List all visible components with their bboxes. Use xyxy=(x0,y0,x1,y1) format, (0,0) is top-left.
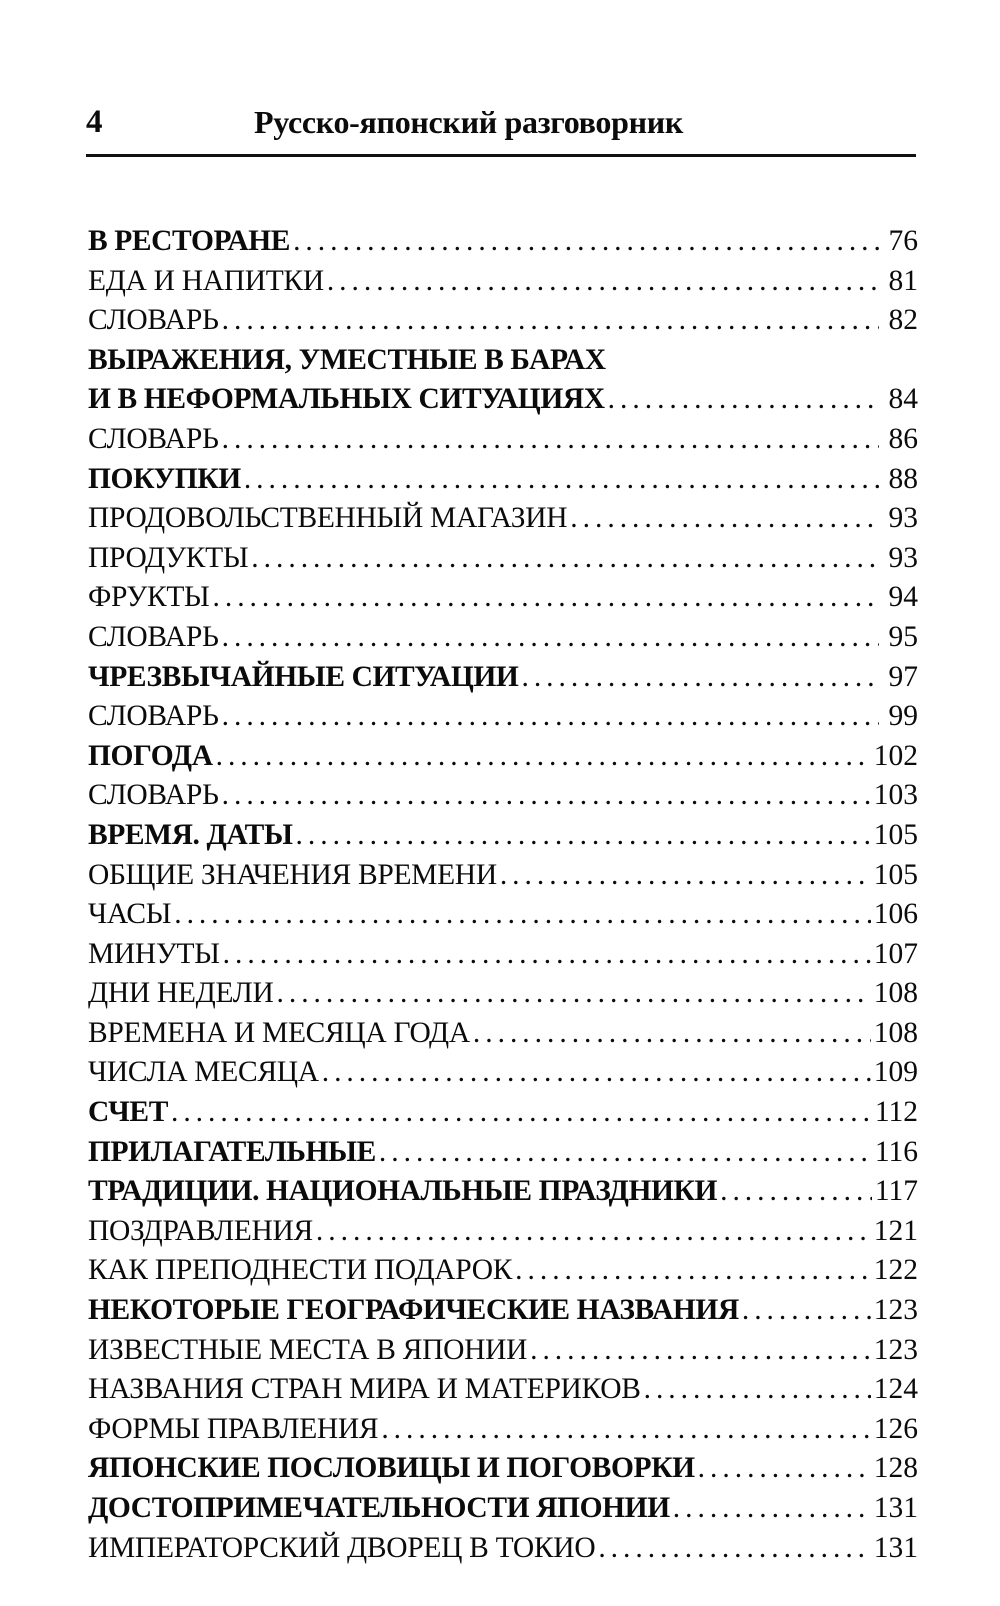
dot-leader xyxy=(570,499,879,539)
toc-entry-page: 122 xyxy=(873,1254,918,1287)
toc-entry-page: 124 xyxy=(873,1373,918,1406)
toc-entry-page: 86 xyxy=(888,422,918,455)
dot-leader xyxy=(644,1370,871,1410)
toc-entry xyxy=(88,737,918,777)
dot-leader xyxy=(720,1172,872,1212)
toc-entry xyxy=(88,1331,918,1371)
toc-entry-title: МИНУТЫ xyxy=(88,937,220,970)
toc-entry-page: 108 xyxy=(873,1016,918,1049)
toc-entry xyxy=(88,1014,918,1054)
dot-leader xyxy=(222,697,879,737)
dot-leader xyxy=(473,1014,871,1054)
toc-entry-title: ПРОДОВОЛЬСТВЕННЫЙ МАГАЗИН xyxy=(88,502,568,535)
toc-entry xyxy=(88,1291,918,1331)
toc-entry-title: НАЗВАНИЯ СТРАН МИРА И МАТЕРИКОВ xyxy=(88,1373,641,1406)
dot-leader xyxy=(223,935,871,975)
toc-entry-title: И В НЕФОРМАЛЬНЫХ СИТУАЦИЯХ xyxy=(88,383,605,416)
toc-entry-page: 106 xyxy=(873,898,918,931)
toc-entry-page: 82 xyxy=(888,304,918,337)
dot-leader xyxy=(171,1093,872,1133)
toc-entry xyxy=(88,380,918,420)
toc-entry xyxy=(88,1449,918,1489)
toc-entry xyxy=(88,1053,918,1093)
toc-entry-page: 121 xyxy=(873,1214,918,1247)
toc-entry-page: 103 xyxy=(873,779,918,812)
toc-entry xyxy=(88,301,918,341)
toc-entry-title: СЛОВАРЬ xyxy=(88,700,219,733)
dot-leader xyxy=(698,1449,871,1489)
toc-entry-page: 131 xyxy=(873,1492,918,1524)
toc-entry-page: 107 xyxy=(873,937,918,970)
toc-entry xyxy=(88,262,918,302)
dot-leader xyxy=(316,1212,871,1252)
dot-leader xyxy=(244,460,879,500)
toc-entry-title: ИЗВЕСТНЫЕ МЕСТА В ЯПОНИИ xyxy=(88,1333,528,1366)
toc-entry xyxy=(88,776,918,816)
toc-entry xyxy=(88,697,918,737)
dot-leader xyxy=(598,1529,870,1569)
toc-entry-title: СЛОВАРЬ xyxy=(88,422,219,455)
toc-entry-page: 81 xyxy=(888,264,918,297)
toc-entry-title: ПОКУПКИ xyxy=(88,462,241,495)
toc-entry xyxy=(88,895,918,935)
toc-entry xyxy=(88,816,918,856)
toc-entry-page: 97 xyxy=(888,660,918,693)
toc-entry-title: ПОЗДРАВЛЕНИЯ xyxy=(88,1214,313,1247)
dot-leader xyxy=(296,816,871,856)
toc-entry-page: 131 xyxy=(873,1531,918,1564)
dot-leader xyxy=(515,1251,871,1291)
toc-entry-page: 123 xyxy=(873,1294,918,1327)
toc-entry-title: СЛОВАРЬ xyxy=(88,304,219,337)
dot-leader xyxy=(222,618,879,658)
toc-entry-title: ВРЕМЕНА И МЕСЯЦА ГОДА xyxy=(88,1016,470,1049)
toc-entry-title: ПРИЛАГАТЕЛЬНЫЕ xyxy=(88,1135,376,1168)
toc-entry-page: 112 xyxy=(874,1096,918,1129)
toc-entry-page: 123 xyxy=(873,1333,918,1366)
toc-entry-title: ЕДА И НАПИТКИ xyxy=(88,264,324,297)
toc-entry-page: 126 xyxy=(873,1412,918,1445)
toc-entry-page: 76 xyxy=(888,225,918,257)
toc-entry-page: 108 xyxy=(873,977,918,1010)
toc-entry xyxy=(88,222,918,262)
toc-entry xyxy=(88,618,918,658)
toc-entry-title: СЛОВАРЬ xyxy=(88,779,219,812)
toc-entry xyxy=(88,1251,918,1291)
running-title: Русско-японский разговорник xyxy=(254,104,684,140)
toc-entry xyxy=(88,460,918,500)
toc-entry-title: СЧЕТ xyxy=(88,1096,168,1129)
dot-leader xyxy=(381,1410,870,1450)
page-number: 4 xyxy=(86,104,103,140)
toc-entry xyxy=(88,341,918,381)
toc-entry xyxy=(88,1529,918,1569)
toc-entry-title: ВРЕМЯ. ДАТЫ xyxy=(88,818,293,851)
page-header xyxy=(86,98,916,157)
toc-entry-title: ЧРЕЗВЫЧАЙНЫЕ СИТУАЦИИ xyxy=(88,660,519,693)
toc-entry xyxy=(88,1093,918,1133)
dot-leader xyxy=(742,1291,871,1331)
toc-entry-page: 93 xyxy=(888,541,918,574)
toc-entry-page: 94 xyxy=(888,581,918,614)
dot-leader xyxy=(174,895,871,935)
dot-leader xyxy=(216,737,871,777)
toc-entry xyxy=(88,420,918,460)
toc-entry-page: 99 xyxy=(888,700,918,733)
toc-entry xyxy=(88,974,918,1014)
toc-entry xyxy=(88,658,918,698)
table-of-contents xyxy=(88,222,918,1568)
dot-leader xyxy=(500,856,871,896)
toc-entry-page: 109 xyxy=(873,1056,918,1089)
toc-entry-title: ВЫРАЖЕНИЯ, УМЕСТНЫЕ В БАРАХ xyxy=(88,343,606,376)
dot-leader xyxy=(222,776,871,816)
toc-entry-title: ЯПОНСКИЕ ПОСЛОВИЦЫ И ПОГОВОРКИ xyxy=(88,1452,695,1485)
toc-entry-page: 93 xyxy=(888,502,918,535)
toc-entry-page: 88 xyxy=(888,462,918,495)
toc-entry xyxy=(88,1172,918,1212)
toc-entry xyxy=(88,578,918,618)
toc-entry-page: 128 xyxy=(873,1452,918,1485)
toc-entry xyxy=(88,1370,918,1410)
dot-leader xyxy=(322,1053,871,1093)
toc-entry-title: ЧИСЛА МЕСЯЦА xyxy=(88,1056,319,1089)
dot-leader xyxy=(673,1489,871,1529)
toc-entry xyxy=(88,1410,918,1450)
toc-entry-title: КАК ПРЕПОДНЕСТИ ПОДАРОК xyxy=(88,1254,513,1287)
dot-leader xyxy=(327,262,879,302)
toc-entry-title: ФРУКТЫ xyxy=(88,581,210,614)
dot-leader xyxy=(521,658,879,698)
dot-leader xyxy=(213,578,880,618)
toc-entry-title: ФОРМЫ ПРАВЛЕНИЯ xyxy=(88,1412,379,1445)
dot-leader xyxy=(222,420,879,460)
toc-entry xyxy=(88,499,918,539)
toc-entry-title: ДОСТОПРИМЕЧАТЕЛЬНОСТИ ЯПОНИИ xyxy=(88,1492,670,1524)
toc-entry-title: ТРАДИЦИИ. НАЦИОНАЛЬНЫЕ ПРАЗДНИКИ xyxy=(88,1175,718,1208)
toc-entry-title: ЧАСЫ xyxy=(88,898,172,931)
toc-entry xyxy=(88,1133,918,1173)
dot-leader xyxy=(530,1331,871,1371)
toc-entry-page: 105 xyxy=(873,858,918,891)
dot-leader xyxy=(293,222,879,262)
toc-entry-page: 105 xyxy=(873,818,918,851)
toc-entry-title: СЛОВАРЬ xyxy=(88,620,219,653)
dot-leader xyxy=(222,301,879,341)
toc-entry-title: НЕКОТОРЫЕ ГЕОГРАФИЧЕСКИЕ НАЗВАНИЯ xyxy=(88,1294,739,1327)
dot-leader xyxy=(608,380,879,420)
toc-entry-title: ПРОДУКТЫ xyxy=(88,541,249,574)
toc-entry xyxy=(88,856,918,896)
toc-entry-title: В РЕСТОРАНЕ xyxy=(88,225,291,257)
toc-entry xyxy=(88,1489,918,1529)
toc-entry xyxy=(88,1212,918,1252)
toc-entry-title: ИМПЕРАТОРСКИЙ ДВОРЕЦ В ТОКИО xyxy=(88,1531,596,1564)
toc-entry xyxy=(88,539,918,579)
toc-entry-page: 117 xyxy=(874,1175,918,1208)
dot-leader xyxy=(251,539,879,579)
toc-entry-title: ДНИ НЕДЕЛИ xyxy=(88,977,274,1010)
toc-entry-page: 116 xyxy=(874,1135,918,1168)
dot-leader xyxy=(379,1133,872,1173)
toc-entry xyxy=(88,935,918,975)
toc-entry-page: 84 xyxy=(888,383,918,416)
toc-entry-title: ПОГОДА xyxy=(88,739,213,772)
toc-entry-title: ОБЩИЕ ЗНАЧЕНИЯ ВРЕМЕНИ xyxy=(88,858,497,891)
dot-leader xyxy=(277,974,871,1014)
toc-entry-page: 102 xyxy=(873,739,918,772)
toc-entry-page: 95 xyxy=(888,620,918,653)
